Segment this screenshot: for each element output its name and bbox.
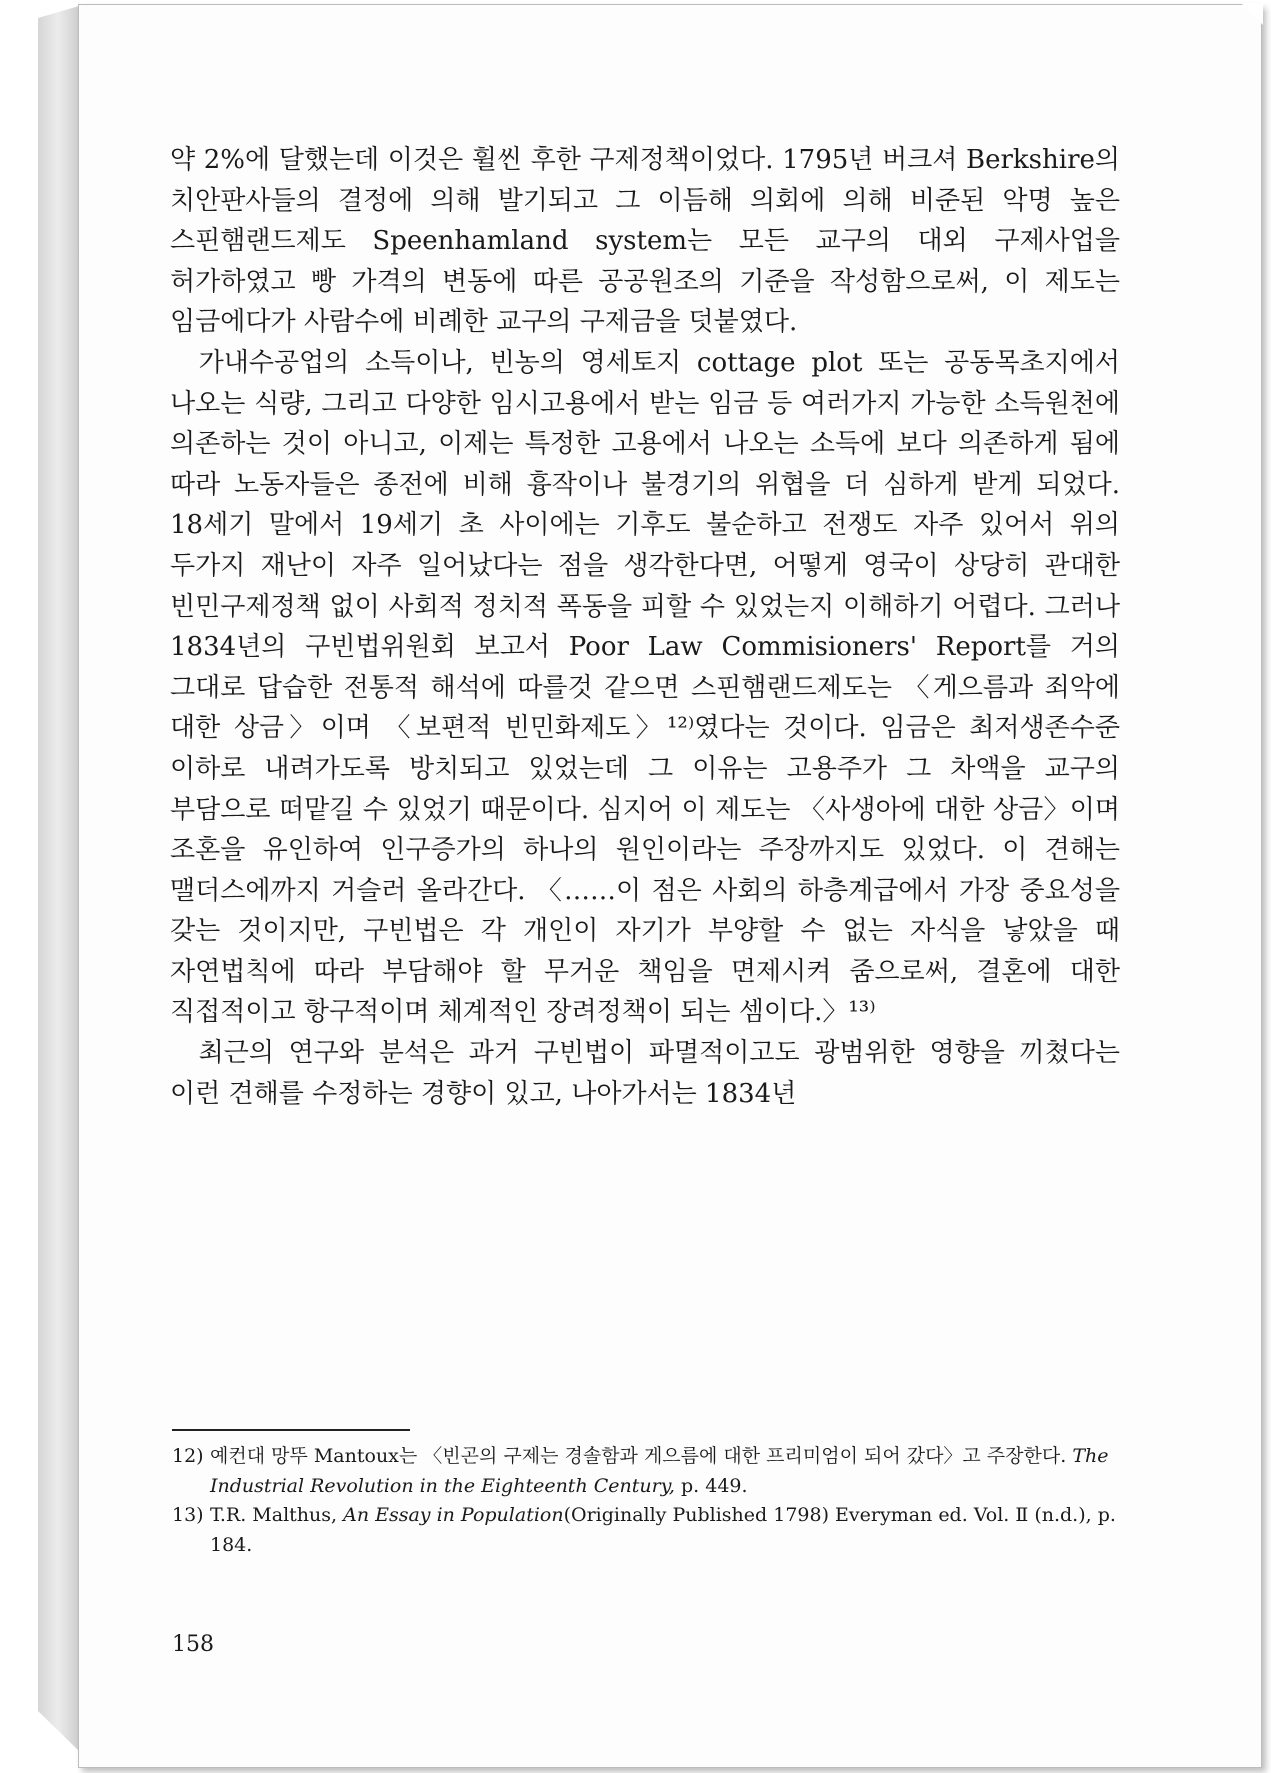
footnote-text: (Originally Published 1798) Everyman ed. Vol. Ⅱ (n.d.), p. 184. xyxy=(210,1504,1116,1556)
footnote-book-title: An Essay in Population xyxy=(343,1504,564,1526)
footnote-number: 13) xyxy=(172,1504,204,1526)
paragraph: 최근의 연구와 분석은 과거 구빈법이 파멸적이고도 광범위한 영향을 끼쳤다는 이런 견해를 수정하는 경향이 있고, 나아가서는 1834년 xyxy=(170,1038,1120,1109)
footnote-number: 12) xyxy=(172,1445,204,1467)
paragraph: 가내수공업의 소득이나, 빈농의 영세토지 cottage plot 또는 공동목초지에서 나오는 식량, 그리고 다양한 임시고용에서 받는 임금 등 여러가지 가능한 소득원천에 의존하는 것이 아니고, 이제는 특정한 고용에서 나오는 소득에 보다 의존하게 됨에 따라 노동자들은 종전에 비해 흉작이나 불경기의 위협을 더 심하게 받게 되었다. 18세기 말에서 19세기 초 사이에는 기후도 불순하고 전쟁도 자주 있어서 위의 두가지 재난이 자주 일어났다는 점을 생각한다면, 어떻게 영국이 상당히 관대한 빈민구제정책 없이 사회적 정치적 폭동을 피할 수 있었는지 이해하기 어렵다. 그러나 1834년의 구빈법위원회 보고서 Poor Law Commisioners' Report를 거의 그대로 답습한 전통적 해석에 따를것 같으면 스핀햄랜드제도는 〈게으름과 죄악에 대한 상금〉이며 〈보편적 빈민화제도〉¹²⁾였다는 것이다. 임금은 최저생존수준 이하로 내려가도록 방치되고 있었는데 그 이유는 고용주가 그 차액을 교구의 부담으로 떠맡길 수 있었기 때문이다. 심지어 이 제도는 〈사생아에 대한 상금〉이며 조혼을 유인하여 인구증가의 하나의 원인이라는 주장까지도 있었다. 이 견해는 맬더스에까지 거슬러 올라간다. 〈……이 점은 사회의 하층계급에서 가장 중요성을 갖는 것이지만, 구빈법은 각 개인이 자기가 부양할 수 없는 자식을 낳았을 때 자연법칙에 따라 부담해야 할 무거운 책임을 면제시켜 줌으로써, 결혼에 대한 직접적이고 항구적이며 체계적인 장려정책이 되는 셈이다.〉¹³⁾ xyxy=(170,347,1120,1028)
footnote-text: p. 449. xyxy=(674,1474,748,1497)
footnote-text: T.R. Malthus, xyxy=(210,1504,344,1526)
page-corner xyxy=(1241,3,1263,25)
footnotes xyxy=(172,1442,1120,1560)
footnote-body xyxy=(210,1501,1120,1560)
footnote-divider xyxy=(172,1429,410,1431)
book-spine-edge xyxy=(38,6,79,1751)
body-text xyxy=(170,140,1120,1114)
page-number: 158 xyxy=(172,1632,214,1657)
footnote-book-title: The Industrial Revolution in the Eighteenth Century, xyxy=(210,1445,1109,1497)
footnote xyxy=(172,1501,1120,1560)
footnote-body xyxy=(210,1442,1120,1501)
footnote-text: 예컨대 망뚜 Mantoux는 〈빈곤의 구제는 경솔함과 게으름에 대한 프리미엄이 되어 갔다〉고 주장한다. xyxy=(210,1445,1073,1467)
paragraph: 약 2%에 달했는데 이것은 휠씬 후한 구제정책이었다. 1795년 버크셔 Berkshire의 치안판사들의 결정에 의해 발기되고 그 이듬해 의회에 의해 비준된 악명 높은 스핀햄랜드제도 Speenhamland system는 모든 교구의 대외 구제사업을 허가하였고 빵 가격의 변동에 따른 공공원조의 기준을 작성함으로써, 이 제도는 임금에다가 사람수에 비례한 교구의 구제금을 덧붙였다. xyxy=(170,145,1120,338)
footnote xyxy=(172,1442,1120,1501)
